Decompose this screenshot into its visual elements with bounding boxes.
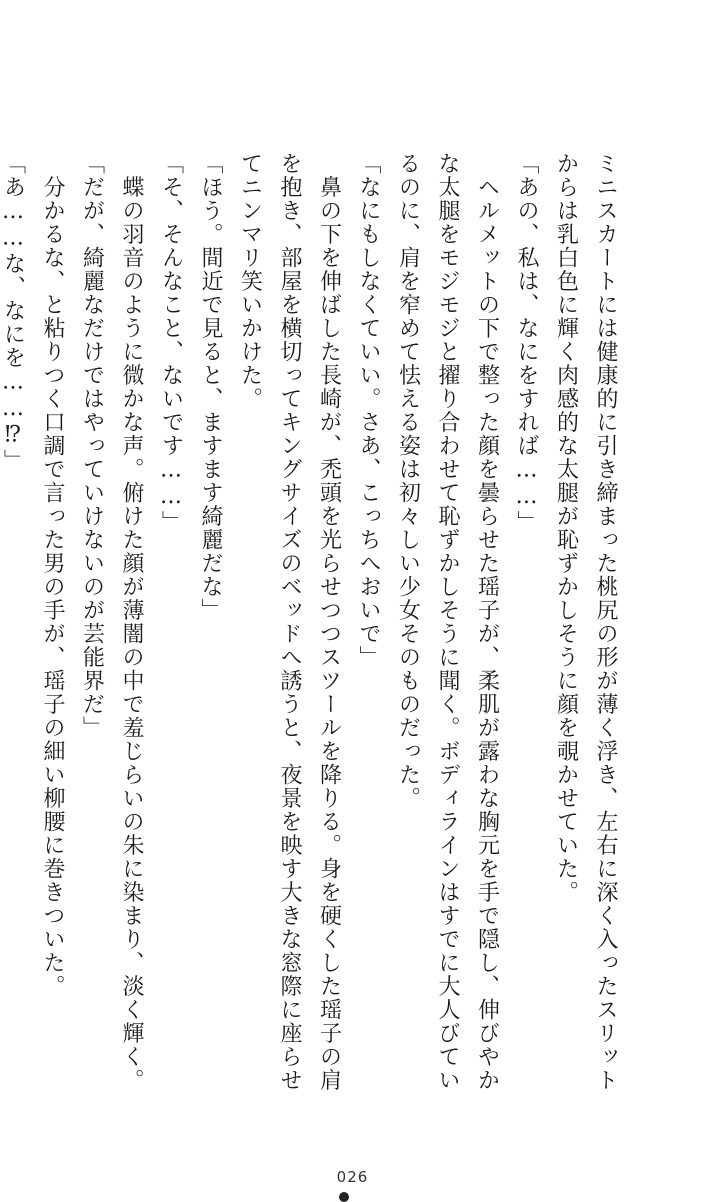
page-dot-mark <box>339 1192 349 1202</box>
text-line: 「あの、私は、なにをすれば……」 <box>514 152 539 534</box>
text-line: 蝶の羽音のように微かな声。俯けた顔が薄闇の中で羞じらいの朱に染まり、淡く輝く。 <box>119 152 144 1092</box>
text-line: 「だが、綺麗なだけではやっていけないのが芸能界だ」 <box>79 152 105 740</box>
text-line: 鼻の下を伸ばした長崎が、禿頭を光らせつつスツールを降りる。身を硬くした瑶子の肩 <box>316 152 342 1092</box>
text-line: 「ほう。間近で見ると、ますます綺麗だな」 <box>198 152 223 622</box>
text-line: るのに、肩を窄めて怯える姿は初々しい少女そのものだった。 <box>395 152 421 810</box>
page-number: 026 <box>336 1168 369 1186</box>
text-line: 「あ……な、なにを……⁉」 <box>0 152 26 473</box>
text-line: ミニスカートには健康的に引き締まった桃尻の形が薄く浮き、左右に深く入ったスリット <box>593 152 618 1092</box>
text-line: 分かるな、と粘りつく口調で言った男の手が、瑶子の細い柳腰に巻きついた。 <box>40 152 65 998</box>
text-line: な太腿をモジモジと擢り合わせて恥ずかしそうに聞く。ボディラインはすでに大人びてい <box>435 152 460 1092</box>
text-line: てニンマリ笑いかけた。 <box>237 152 263 411</box>
text-line: ヘルメットの下で整った顔を曇らせた瑶子が、柔肌が露わな胸元を手で隠し、伸びやか <box>474 152 500 1092</box>
text-line: 「そ、そんなこと、ないです……」 <box>158 152 184 534</box>
text-line: を抱き、部屋を横切ってキングサイズのベッドへ誘うと、夜景を映す大きな窓際に座らせ <box>277 152 302 1092</box>
text-line: からは乳白色に輝く肉感的な太腿が恥ずかしそうに顔を覗かせていた。 <box>553 152 579 904</box>
vertical-text-block <box>0 152 625 1092</box>
text-line: 「なにもしなくていい。さあ、こっちへおいで」 <box>356 152 381 669</box>
